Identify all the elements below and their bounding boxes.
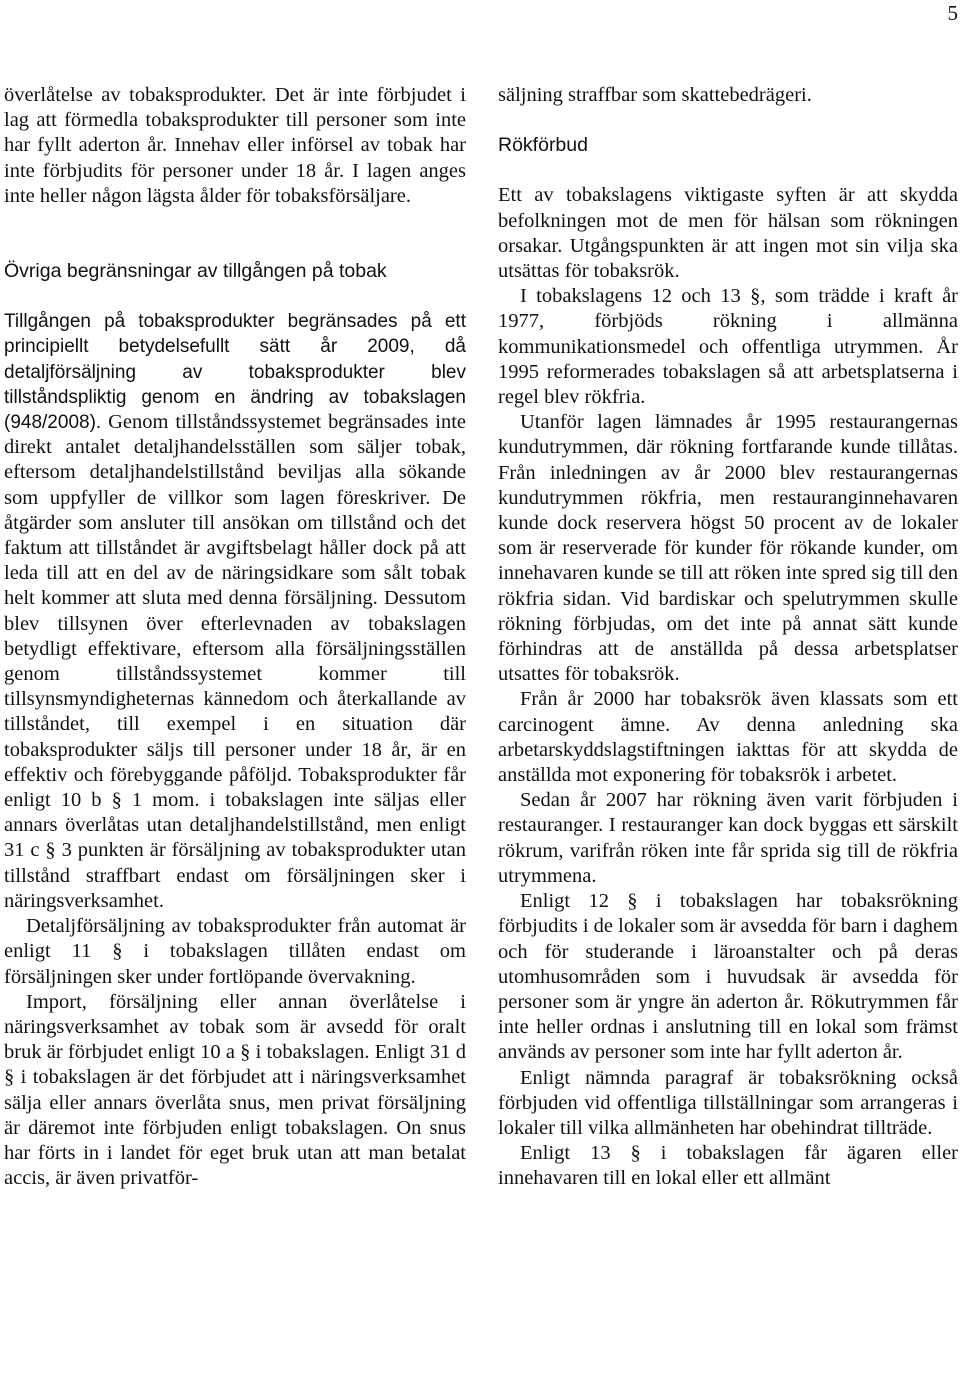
paragraph-restaurang: Utanför lagen lämnades år 1995 restaurangernas kundutrymmen, där rökning fortfarande kunde tillåtas. Från inledningen av år 2000 blev restaurangernas kundutrymmen rökfria, men restauranginnehavaren kunde dock reservera högst 50 procent av de lokaler som är reserverade för kunder för rökande kunder, om innehavaren kunde se till att röken inte spred sig till den rökfria sidan. Vid bardiskar och spelutrymmen skulle rökning förbjudas, om det inte på annat sätt kunde förhindras att de anställda på dessa arbetsplatser utsattes för tobaksrök.: [498, 411, 958, 686]
paragraph-tillgangen-serif: Genom tillståndssystemet begränsades inte direkt antalet detaljhandelsställen som säljer tobak, eftersom detaljhandelstillstånd beviljas alla sökande som uppfyller de villkor som lagen föreskriver. De åtgärder som ansluter till ansökan om tillstånd och det faktum att tillståndet är avgiftsbelagt håller dock på att leda till att en del av de näringsidkare som sålt tobak helt kommer att sluta med denna försäljning. Dessutom blev tillsynen över efterlevnaden av tobakslagen betydligt effektivare, eftersom alla försäljningsställen genom tillståndssystemet kommer till tillsynsmyndigheternas kännedom och återkallande av tillståndet, till exempel i en situation där tobaksprodukter säljs till personer under 18 år, är en effektiv och förebyggande påföljd. Tobaksprodukter får enligt 10 b § 1 mom. i tobakslagen inte säljas eller annars överlåtas utan detaljhandelstillstånd, men enligt 31 c § 3 punkten är försäljning av tobaksprodukter utan tillstånd straffbart endast om försäljningen sker i näringsverksamhet.: [4, 411, 466, 912]
paragraph-13: Enligt 13 § i tobakslagen får ägaren eller innehavaren till en lokal eller ett allmänt: [498, 1142, 958, 1190]
paragraph-12: Enligt 12 § i tobakslagen har tobaksrökning förbjudits i de lokaler som är avsedda för barn i daghem och för studerande i läroanstalter och på deras utomhusområden som i huvudsak är avsedda för personer som är yngre än aderton år. Rökutrymmen får inte heller ordnas i anslutning till en lokal som främst används av personer som inte har fyllt aderton år.: [498, 890, 958, 1064]
paragraph-continuation: säljning straffbar som skattebedrägeri.: [498, 84, 812, 106]
spacer: [498, 158, 958, 183]
paragraph-tillgangen: [4, 309, 466, 914]
paragraph-automat: Detaljförsäljning av tobaksprodukter från automat är enligt 11 § i tobakslagen tillåten endast om försäljningen sker under fortlöpande övervakning.: [4, 915, 466, 988]
right-column: [498, 83, 958, 1192]
spacer: [498, 108, 958, 133]
spacer: [4, 209, 466, 259]
paragraph-tillgangen-sans: Tillgången på tobaksprodukter begränsades på ett principiellt betydelsefullt sätt år 2009, då detaljförsäljning av tobaksprodukter blev tillståndspliktig genom en ändring av tobakslagen (948/2008).: [4, 311, 466, 434]
paragraph-syfte: Ett av tobakslagens viktigaste syften är att skydda befolkningen mot de men för hälsan som rökningen orsakar. Utgångspunkten är att ingen mot sin vilja ska utsättas för tobaksrök.: [498, 184, 958, 283]
spacer: [4, 284, 466, 309]
paragraph-intro: överlåtelse av tobaksprodukter. Det är inte förbjudet i lag att förmedla tobaksprodukter till personer som inte har fyllt aderton år. Innehav eller införsel av tobak har inte förbjudits för personer under 18 år. I lagen anges inte heller någon lägsta ålder för tobaksförsäljare.: [4, 84, 466, 207]
page-number: 5: [947, 1, 958, 25]
paragraph-1977: I tobakslagens 12 och 13 §, som trädde i kraft år 1977, förbjöds rökning i allmänna kommunikationsmedel och offentliga utrymmen. År 1995 reformerades tobakslagen så att arbetsplatserna i regel blev rökfria.: [498, 285, 958, 409]
section-heading-ovriga-begransningar: Övriga begränsningar av tillgången på tobak: [4, 260, 387, 283]
paragraph-import: Import, försäljning eller annan överlåtelse i näringsverksamhet av tobak som är avsedd för oralt bruk är förbjudet enligt 10 a § i tobakslagen. Enligt 31 d § i tobakslagen är det förbjudet att i näringsverksamhet sälja eller annars överlåta snus, men privat försäljning är däremot inte förbjuden enligt tobakslagen. On snus har förts in i landet för eget bruk utan att man betalat accis, är även privatför-: [4, 990, 466, 1190]
left-column: [4, 83, 466, 1191]
paragraph-namnda: Enligt nämnda paragraf är tobaksrökning också förbjuden vid offentliga tillställningar som arrangeras i lokaler till vilka allmänheten har obehindrat tillträde.: [498, 1066, 958, 1139]
paragraph-2000: Från år 2000 har tobaksrök även klassats som ett carcinogent ämne. Av denna anledning ska arbetarskyddslagstiftningen iakttas för att skydda de anställda mot exponering för tobaksrök i arbetet.: [498, 688, 958, 787]
paragraph-2007: Sedan år 2007 har rökning även varit förbjuden i restauranger. I restauranger kan dock byggas ett särskilt rökrum, varifrån röken inte får sprida sig till de rökfria utrymmena.: [498, 789, 958, 887]
section-heading-rokforbud: Rökförbud: [498, 134, 588, 157]
